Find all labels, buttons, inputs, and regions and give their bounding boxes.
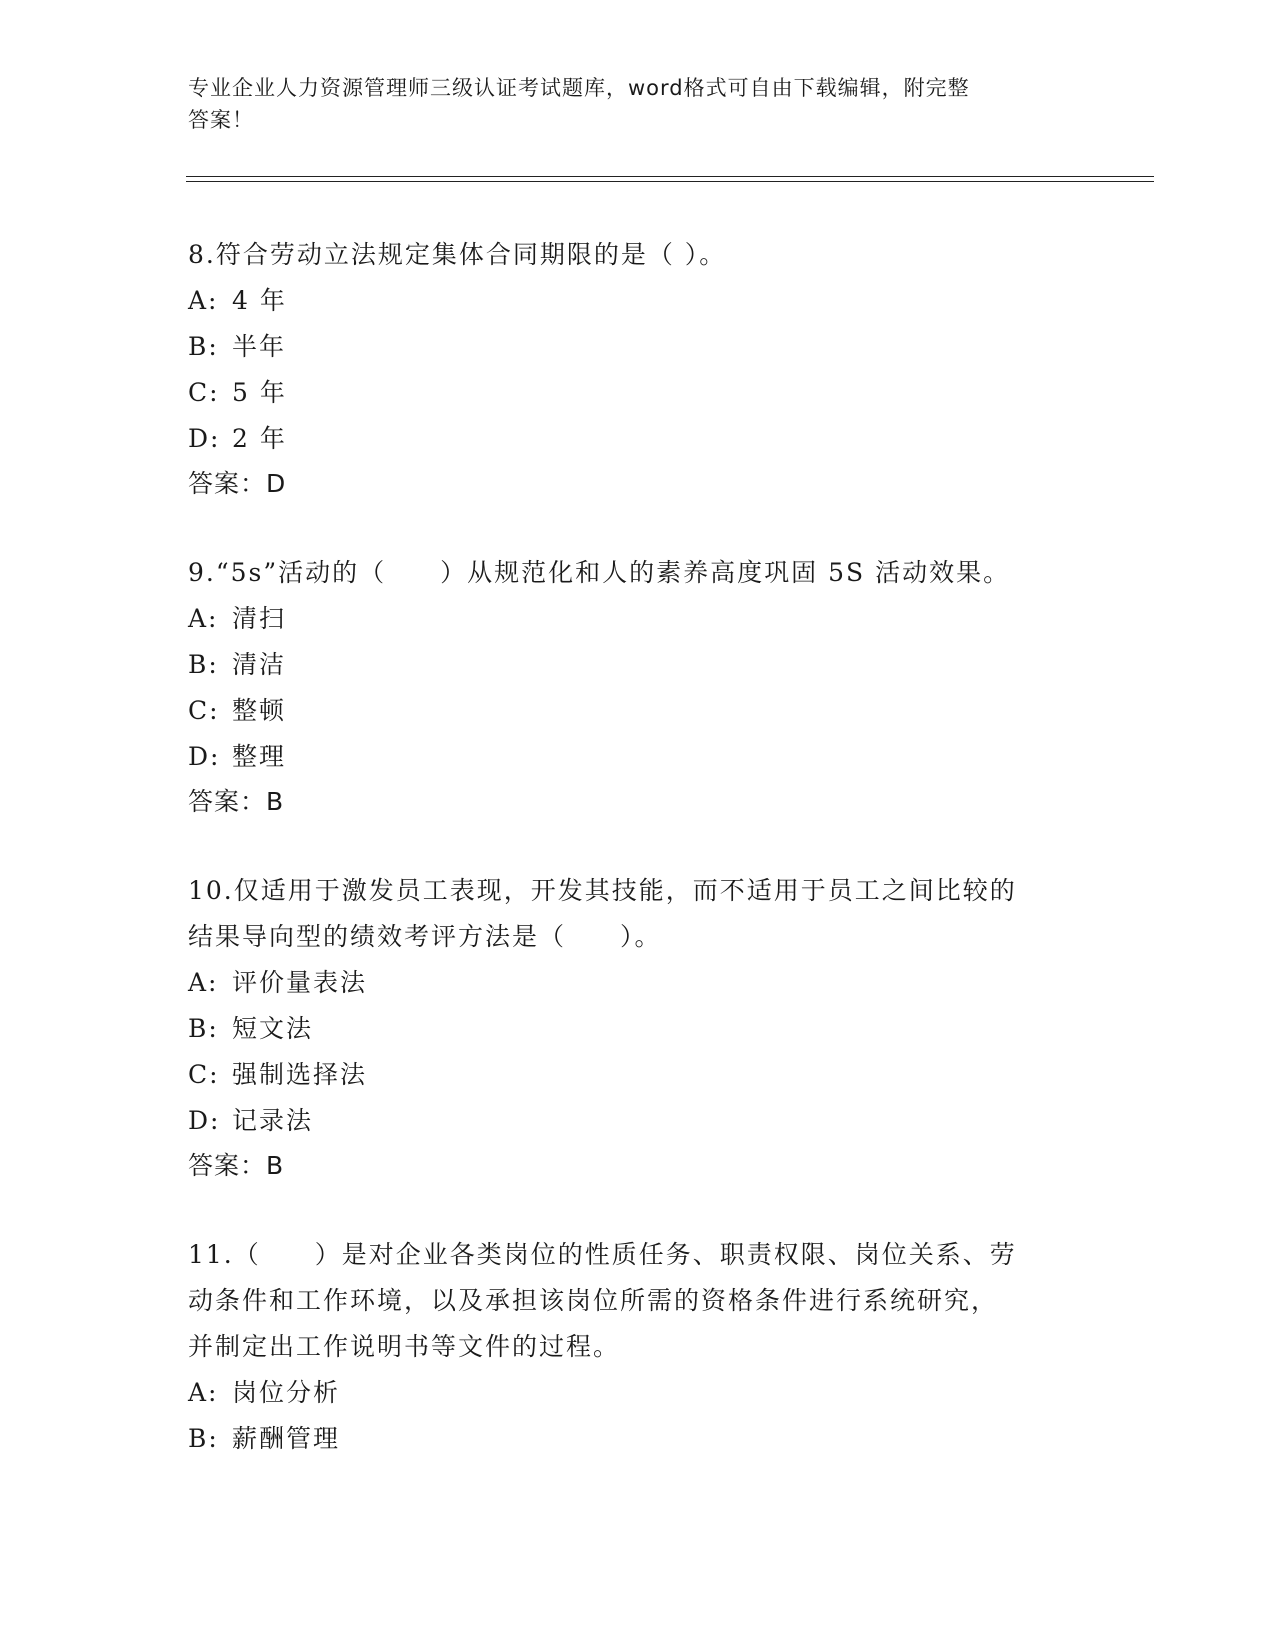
header-line-2: 答案！: [188, 108, 254, 132]
question-list: [188, 232, 1088, 1506]
option-text: 岗位分析: [232, 1378, 341, 1407]
option-text: 清扫: [232, 604, 287, 633]
option-key: D:: [188, 1106, 221, 1135]
header-divider-bottom: [186, 181, 1154, 182]
option-text: 2 年: [232, 424, 287, 453]
question-stem: 动条件和工作环境，以及承担该岗位所需的资格条件进行系统研究，: [188, 1286, 999, 1315]
option-key: B:: [188, 332, 219, 361]
option-key: A:: [188, 968, 219, 997]
question-stem: 9.“5s”活动的（ ）从规范化和人的素养高度巩固 5S 活动效果。: [188, 558, 1011, 587]
option-text: 5 年: [232, 378, 287, 407]
option-key: C:: [188, 1060, 220, 1089]
question-stem: 10.仅适用于激发员工表现，开发其技能，而不适用于员工之间比较的: [188, 876, 1017, 905]
option-key: A:: [188, 286, 219, 315]
answer-line: 答案：B: [188, 787, 285, 816]
option-d: [188, 734, 1088, 780]
question-stem: 8.符合劳动立法规定集体合同期限的是（ ）。: [188, 240, 727, 269]
question-9: [188, 550, 1088, 824]
option-key: D:: [188, 424, 221, 453]
option-key: B:: [188, 1424, 219, 1453]
document-header: [188, 72, 1078, 136]
option-text: 强制选择法: [232, 1060, 368, 1089]
option-text: 4 年: [232, 286, 287, 315]
option-a: [188, 960, 1088, 1006]
option-b: [188, 324, 1088, 370]
option-text: 整顿: [232, 696, 287, 725]
question-stem: 结果导向型的绩效考评方法是（ ）。: [188, 922, 662, 951]
option-a: [188, 596, 1088, 642]
option-c: [188, 1052, 1088, 1098]
option-key: C:: [188, 696, 220, 725]
option-text: 评价量表法: [232, 968, 368, 997]
option-a: [188, 1370, 1088, 1416]
option-key: B:: [188, 650, 219, 679]
option-text: 短文法: [232, 1014, 314, 1043]
option-key: D:: [188, 742, 221, 771]
option-text: 半年: [232, 332, 287, 361]
option-key: A:: [188, 604, 219, 633]
option-b: [188, 1416, 1088, 1462]
option-c: [188, 688, 1088, 734]
option-a: [188, 278, 1088, 324]
option-text: 记录法: [232, 1106, 314, 1135]
option-text: 清洁: [232, 650, 287, 679]
option-b: [188, 642, 1088, 688]
header-divider-top: [186, 176, 1154, 177]
question-10: [188, 868, 1088, 1188]
option-c: [188, 370, 1088, 416]
header-line-1: 专业企业人力资源管理师三级认证考试题库，word格式可自由下载编辑，附完整: [188, 76, 970, 100]
answer-line: 答案：B: [188, 1151, 285, 1180]
option-text: 整理: [232, 742, 287, 771]
question-11: [188, 1232, 1088, 1462]
option-key: C:: [188, 378, 220, 407]
question-stem: 并制定出工作说明书等文件的过程。: [188, 1332, 621, 1361]
option-text: 薪酬管理: [232, 1424, 341, 1453]
option-key: B:: [188, 1014, 219, 1043]
question-8: [188, 232, 1088, 506]
option-b: [188, 1006, 1088, 1052]
option-d: [188, 1098, 1088, 1144]
question-stem: 11.（ ）是对企业各类岗位的性质任务、职责权限、岗位关系、劳: [188, 1240, 1017, 1269]
answer-line: 答案：D: [188, 469, 287, 498]
option-d: [188, 416, 1088, 462]
option-key: A:: [188, 1378, 219, 1407]
